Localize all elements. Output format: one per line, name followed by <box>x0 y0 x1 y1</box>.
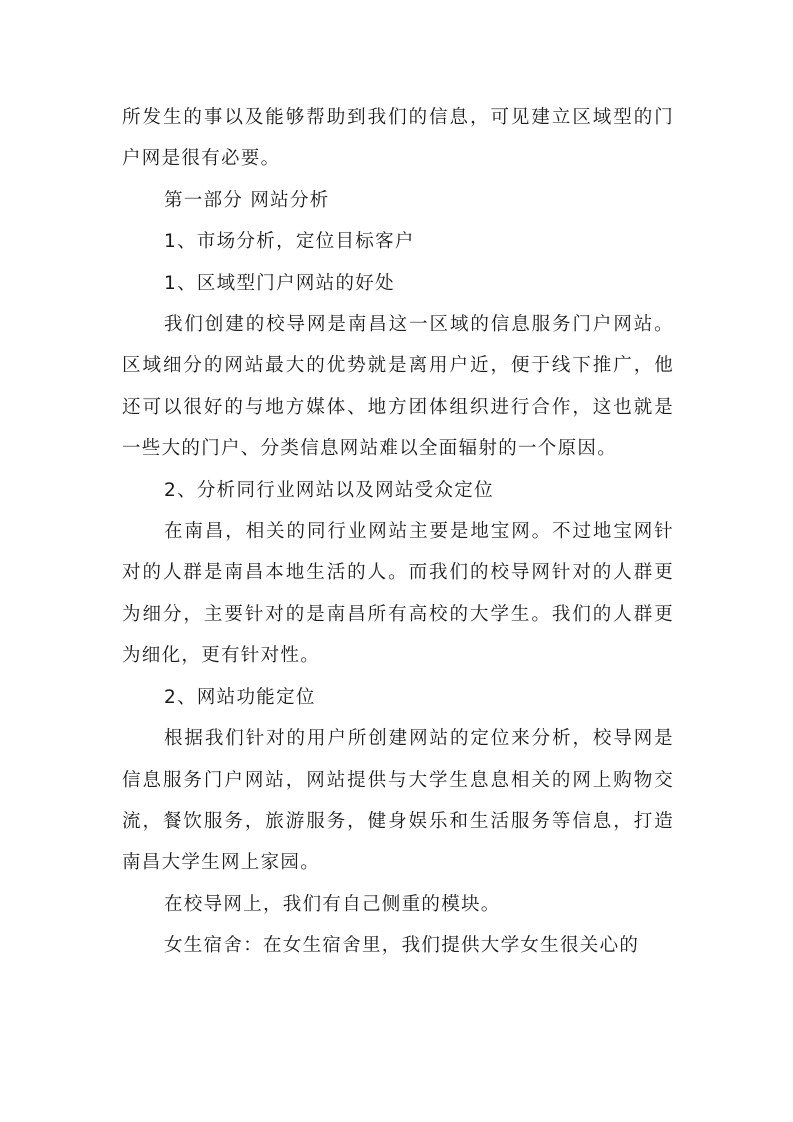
document-body <box>122 97 674 967</box>
paragraph-girls-dorm: 女生宿舍：在女生宿舍里，我们提供大学女生很关心的 <box>164 935 640 957</box>
subheading-market-analysis: 1、市场分析，定位目标客户 <box>164 231 415 253</box>
subheading-regional-portal-benefits: 1、区域型门户网站的好处 <box>164 272 395 294</box>
paragraph-intro-continuation: 所发生的事以及能够帮助到我们的信息，可见建立区域型的门户网是很有必要。 <box>122 107 674 170</box>
paragraph-function-positioning: 根据我们针对的用户所创建网站的定位来分析，校导网是信息服务门户网站，网站提供与大学生息息相关的网上购物交流，餐饮服务，旅游服务，健身娱乐和生活服务等信息，打造南昌大学生网上家园。 <box>122 728 674 874</box>
section-heading-site-analysis: 第一部分 网站分析 <box>164 189 330 211</box>
paragraph-competitors: 在南昌，相关的同行业网站主要是地宝网。不过地宝网针对的人群是南昌本地生活的人。而我们的校导网针对的人群更为细分，主要针对的是南昌所有高校的大学生。我们的人群更为细化，更有针对性。 <box>122 521 674 667</box>
subheading-function-positioning: 2、网站功能定位 <box>164 686 316 708</box>
paragraph-modules-intro: 在校导网上，我们有自己侧重的模块。 <box>164 893 501 915</box>
subheading-competitor-analysis: 2、分析同行业网站以及网站受众定位 <box>164 479 494 501</box>
paragraph-regional-portal: 我们创建的校导网是南昌这一区域的信息服务门户网站。区域细分的网站最大的优势就是离用户近，便于线下推广，他还可以很好的与地方媒体、地方团体组织进行合作，这也就是一些大的门户、分类信息网站难以全面辐射的一个原因。 <box>122 314 674 460</box>
